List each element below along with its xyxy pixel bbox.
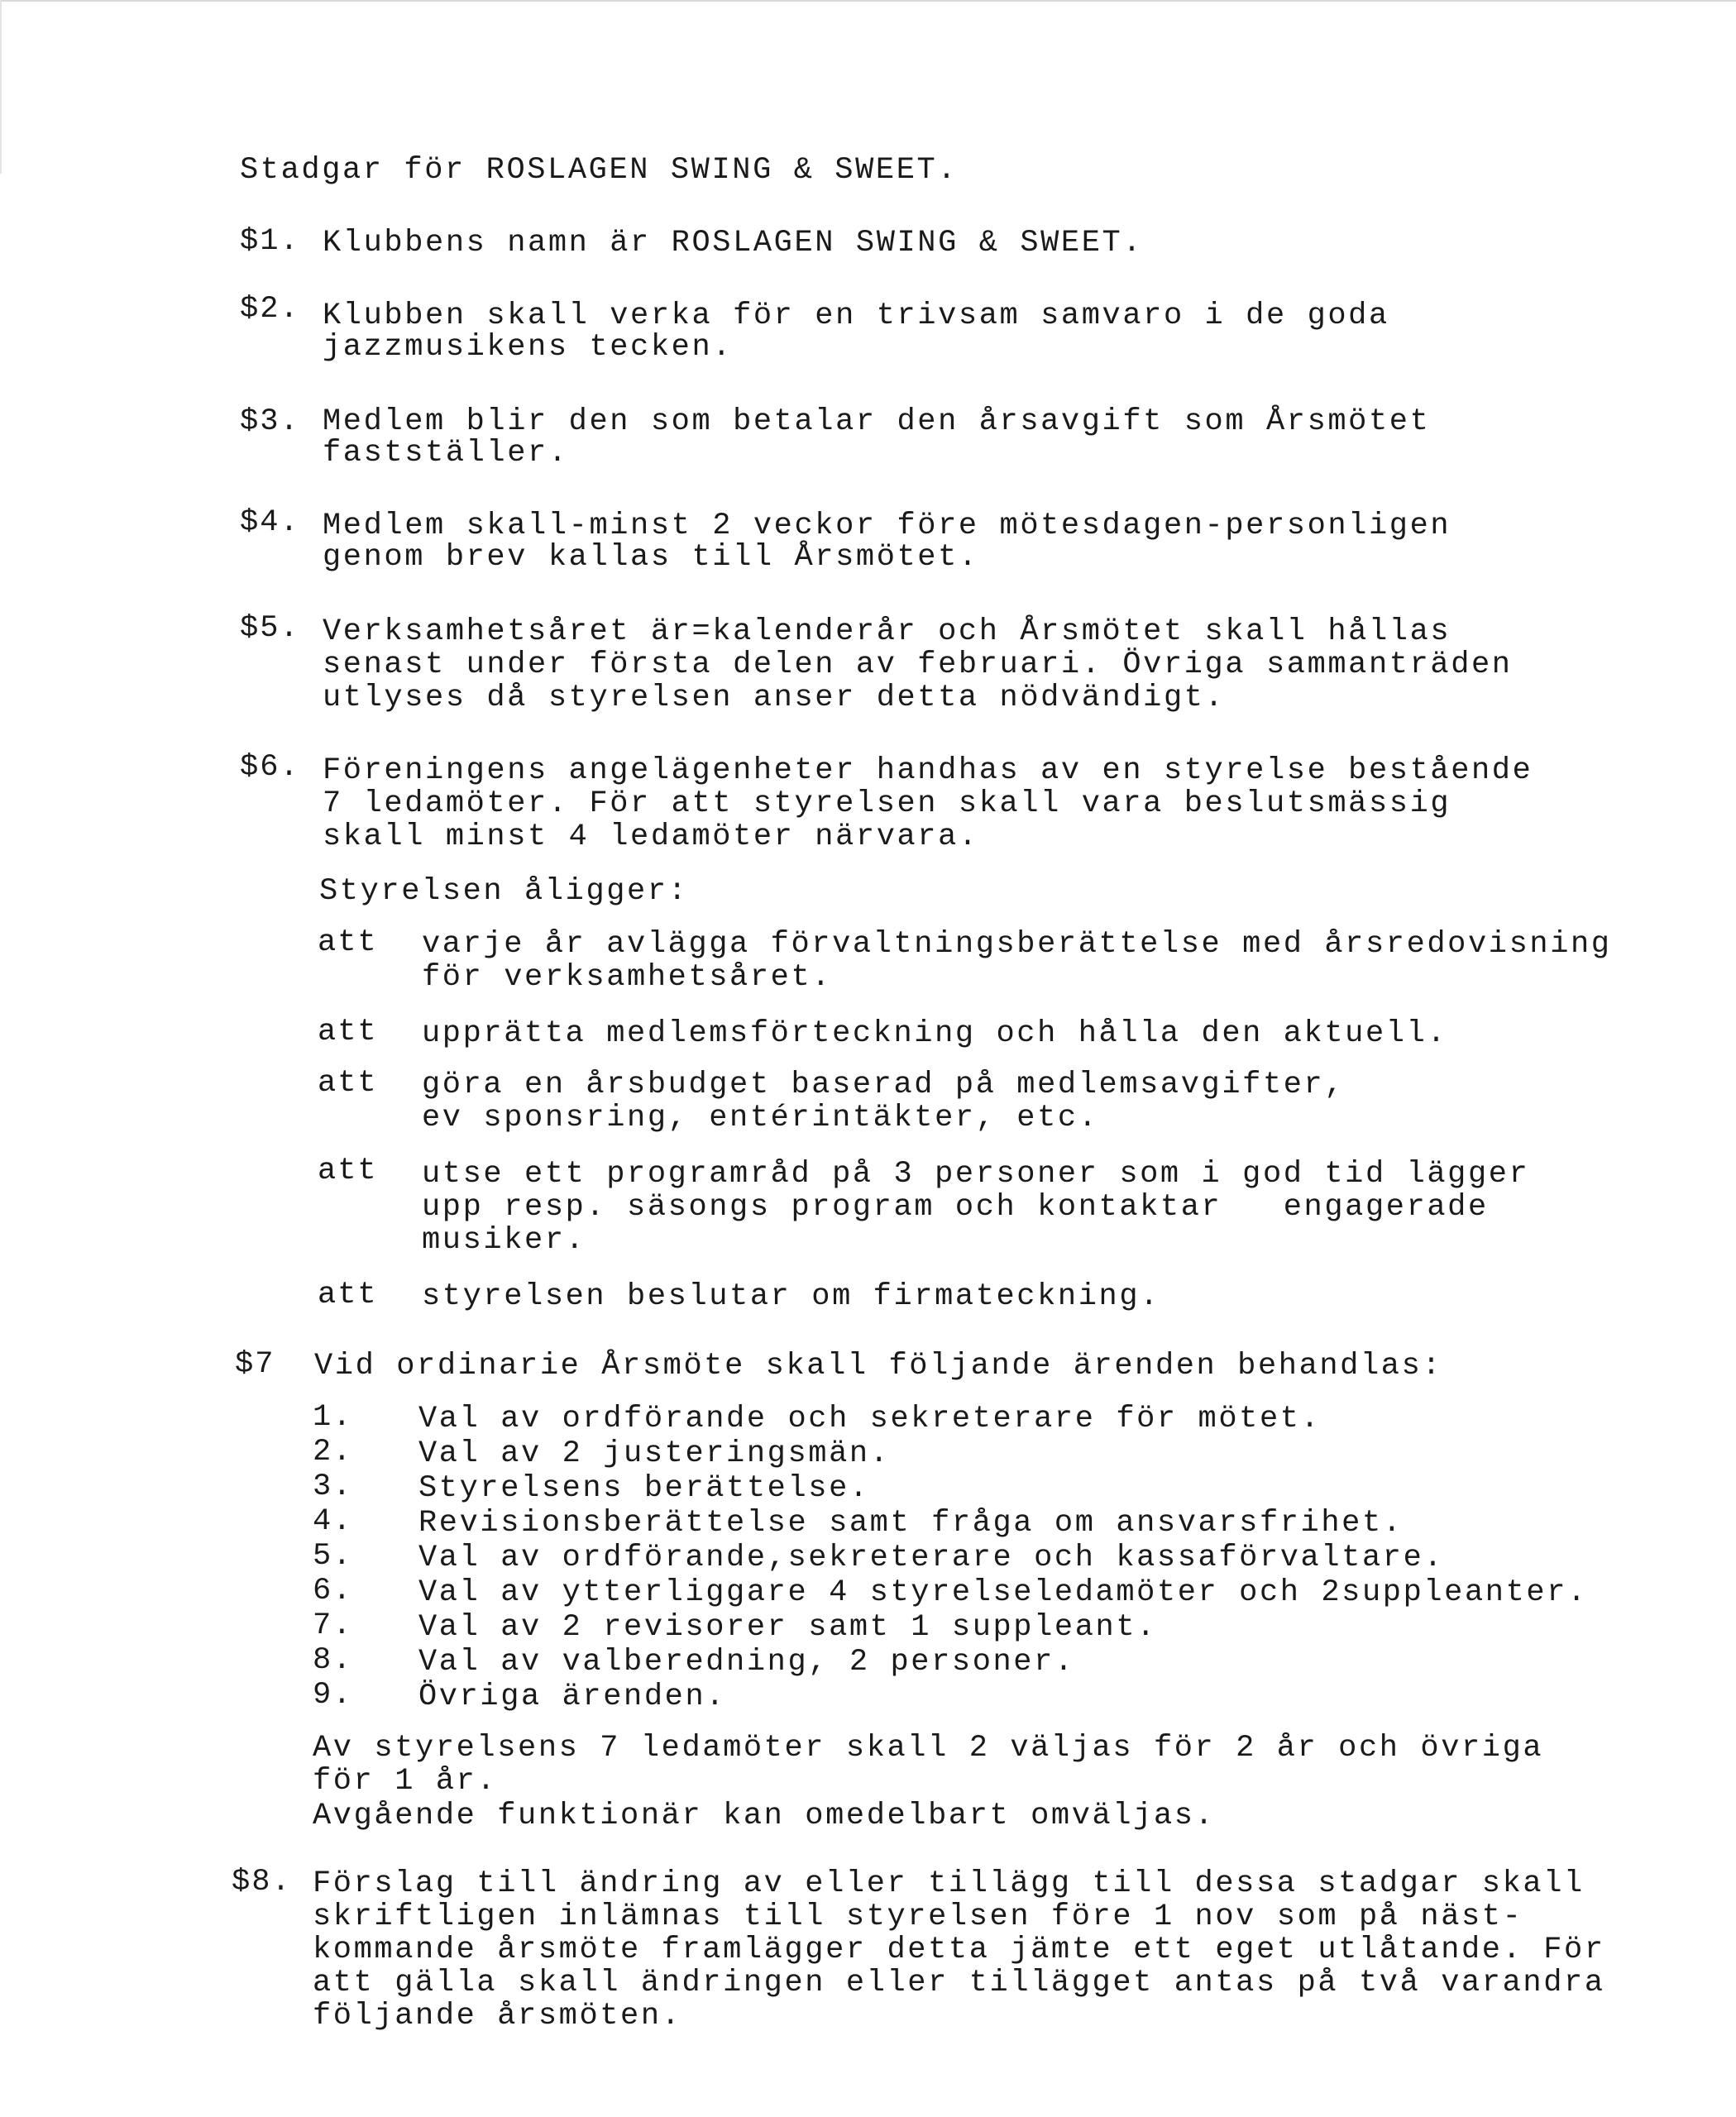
section7-note: Avgående funktionär kan omedelbart omväljas. [313, 1799, 1216, 1833]
section-number: $6. [240, 750, 300, 785]
agenda-number: 6. [313, 1574, 353, 1608]
agenda-number: 3. [313, 1469, 353, 1504]
duty-text: musiker. [422, 1223, 586, 1258]
section7-heading: Vid ordinarie Årsmöte skall följande ärenden behandlas: [314, 1349, 1443, 1383]
section-number: $3. [240, 404, 300, 439]
document-title: Stadgar för ROSLAGEN SWING & SWEET. [240, 153, 959, 188]
section-text: Klubben skall verka för en trivsam samvaro i de goda [323, 299, 1389, 333]
section-text: jazzmusikens tecken. [323, 330, 734, 365]
duty-text: göra en årsbudget baserad på medlemsavgifter, [422, 1068, 1346, 1102]
section8-text: följande årsmöten. [313, 1999, 682, 2033]
duty-text: styrelsen beslutar om firmateckning. [422, 1279, 1160, 1314]
duty-text: utse ett programråd på 3 personer som i god tid lägger [422, 1157, 1530, 1192]
duty-text: upp resp. säsongs program och kontaktar engagerade [422, 1190, 1489, 1225]
section-text: senast under första delen av februari. Övriga sammanträden [323, 648, 1513, 682]
section-text: skall minst 4 ledamöter närvara. [323, 820, 979, 854]
scan-edge-left [0, 0, 2, 174]
section-text: Medlem skall-minst 2 veckor före mötesdagen-personligen [323, 509, 1451, 543]
agenda-number: 1. [313, 1400, 353, 1435]
duty-text: ev sponsring, entérintäkter, etc. [422, 1101, 1099, 1135]
board-duties-heading: Styrelsen åligger: [319, 874, 689, 909]
duty-prefix: att [318, 1154, 378, 1188]
section-text: fastställer. [323, 436, 569, 471]
section7-note: Av styrelsens 7 ledamöter skall 2 väljas för 2 år och övriga [313, 1731, 1544, 1766]
agenda-item: Val av ytterliggare 4 styrelseledamöter och 2suppleanter. [418, 1575, 1588, 1610]
duty-prefix: att [318, 925, 378, 960]
section-text: Verksamhetsåret är=kalenderår och Årsmötet skall hållas [323, 614, 1451, 649]
agenda-number: 9. [313, 1678, 353, 1713]
agenda-item: Val av ordförande,sekreterare och kassaförvaltare. [418, 1541, 1445, 1575]
section7-note: för 1 år. [313, 1764, 498, 1799]
agenda-item: Val av 2 justeringsmän. [418, 1436, 891, 1471]
section-number: $5. [240, 611, 300, 646]
section8-text: kommande årsmöte framlägger detta jämte ett eget utlåtande. För [313, 1933, 1605, 1967]
section-number: $8. [232, 1865, 292, 1900]
section8-text: skriftligen inlämnas till styrelsen före 1 nov som på näst- [313, 1900, 1523, 1934]
agenda-item: Styrelsens berättelse. [418, 1471, 870, 1506]
section-text: utlyses då styrelsen anser detta nödvändigt. [323, 681, 1226, 715]
agenda-number: 2. [313, 1435, 353, 1469]
section-text: Medlem blir den som betalar den årsavgift som Årsmötet [323, 404, 1431, 439]
duty-prefix: att [318, 1066, 378, 1101]
section-number: $2. [240, 292, 300, 327]
duty-prefix: att [318, 1015, 378, 1049]
agenda-item: Revisionsberättelse samt fråga om ansvarsfrihet. [418, 1506, 1404, 1541]
agenda-item: Val av ordförande och sekreterare för mötet. [418, 1402, 1322, 1436]
agenda-item: Val av valberedning, 2 personer. [418, 1645, 1075, 1680]
section-number: $7 [235, 1347, 275, 1382]
section-number: $1. [240, 224, 300, 259]
section8-text: att gälla skall ändringen eller tillägget antas på två varandra [313, 1966, 1605, 2000]
agenda-item: Övriga ärenden. [418, 1680, 727, 1714]
section8-text: Förslag till ändring av eller tillägg till dessa stadgar skall [313, 1866, 1585, 1901]
agenda-item: Val av 2 revisorer samt 1 suppleant. [418, 1610, 1157, 1645]
agenda-number: 4. [313, 1504, 353, 1539]
agenda-number: 5. [313, 1539, 353, 1574]
agenda-number: 8. [313, 1643, 353, 1678]
duty-text: för verksamhetsåret. [422, 960, 833, 995]
duty-text: varje år avlägga förvaltningsberättelse med årsredovisning [422, 927, 1612, 962]
section-text: genom brev kallas till Årsmötet. [323, 540, 979, 575]
duty-text: upprätta medlemsförteckning och hålla den aktuell. [422, 1016, 1448, 1051]
agenda-number: 7. [313, 1608, 353, 1643]
duty-prefix: att [318, 1278, 378, 1312]
section-text: Klubbens namn är ROSLAGEN SWING & SWEET. [323, 226, 1144, 260]
scan-edge-top [0, 0, 1736, 2]
section-number: $4. [240, 505, 300, 540]
section-text: 7 ledamöter. För att styrelsen skall vara beslutsmässig [323, 786, 1451, 821]
section-text: Föreningens angelägenheter handhas av en styrelse bestående [323, 753, 1533, 788]
